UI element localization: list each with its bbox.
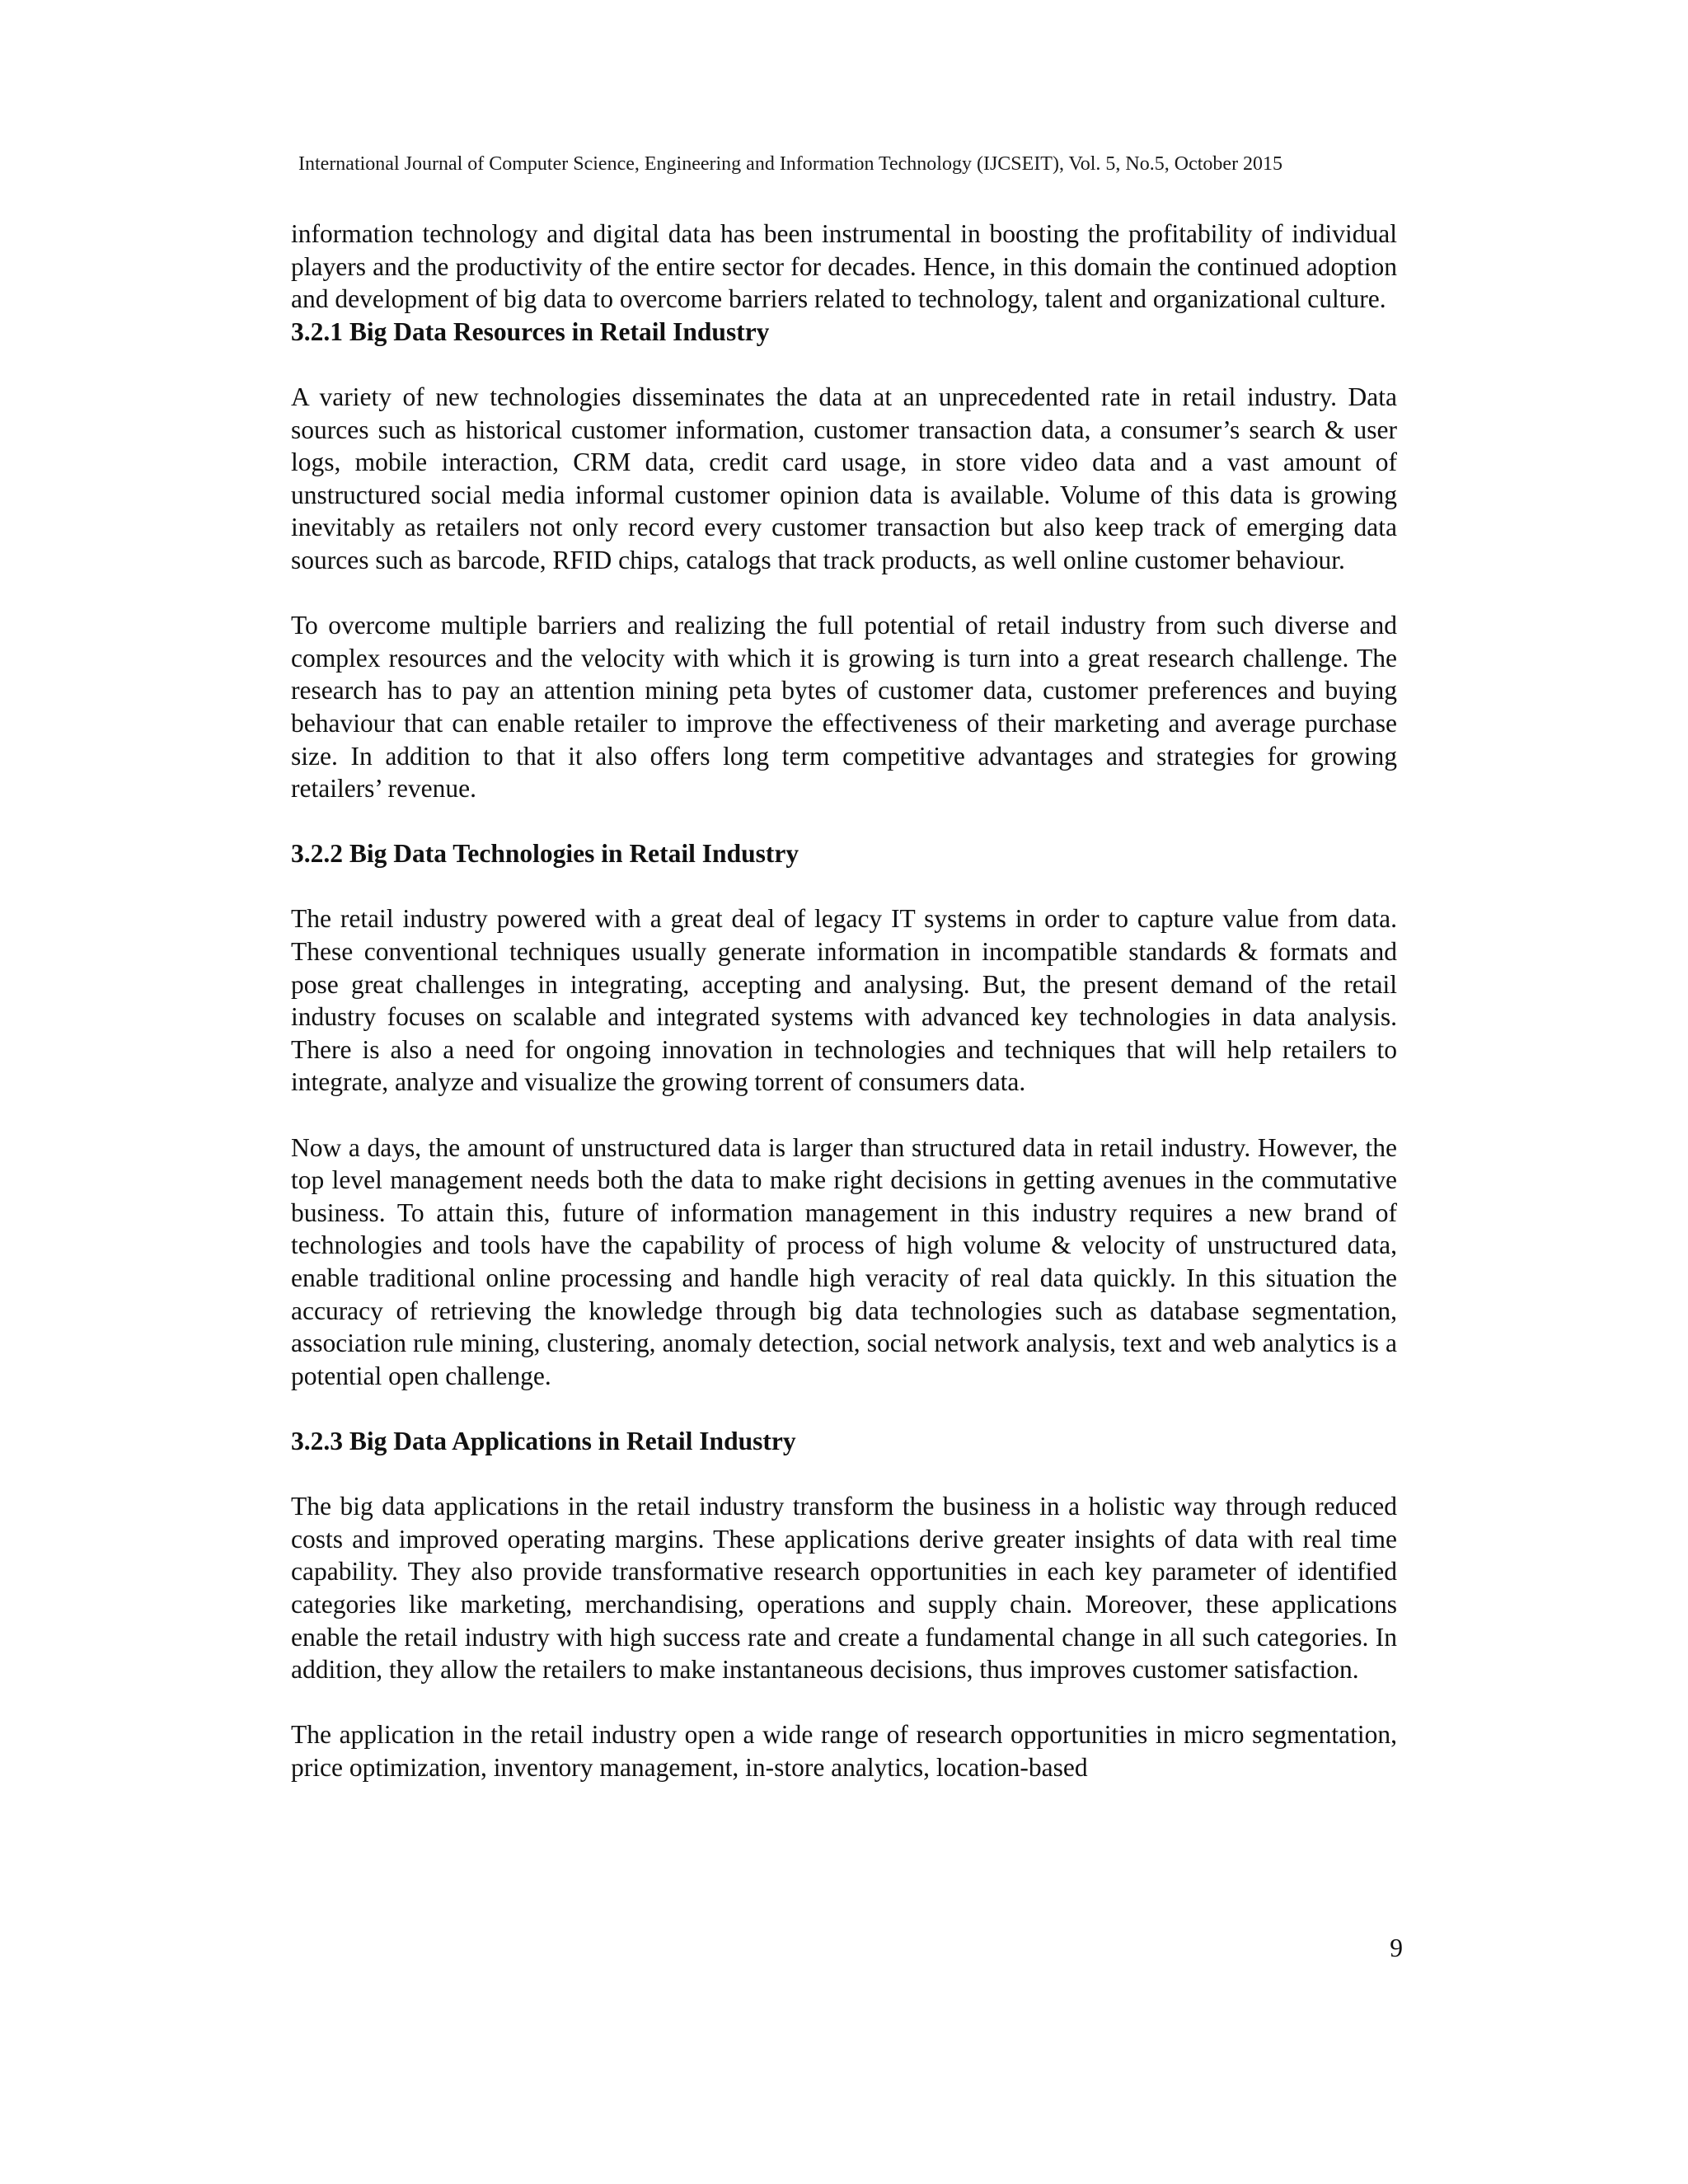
section-3-2-2-paragraph-2: Now a days, the amount of unstructured data is larger than structured data in retail industry. However, the top level management needs both the data to make right decisions in getting avenues in the commutative business. To attain this, future of information management in this industry requires a new brand of technologies and tools have the capability of process of high volume & velocity of unstructured data, enable traditional online processing and handle high veracity of real data quickly. In this situation the accuracy of retrieving the knowledge through big data technologies such as database segmentation, association rule mining, clustering, anomaly detection, social network analysis, text and web analytics is a potential open challenge. (291, 1132, 1397, 1390)
running-header: International Journal of Computer Science, Engineering and Information Technology (IJCSEIT), Vol. 5, No.5, October 2015 (298, 153, 1283, 175)
section-heading-3-2-2: 3.2.2 Big Data Technologies in Retail Industry (291, 839, 799, 869)
section-heading-3-2-1: 3.2.1 Big Data Resources in Retail Industry (291, 316, 770, 346)
section-heading-3-2-3: 3.2.3 Big Data Applications in Retail Industry (291, 1426, 796, 1455)
intro-paragraph: information technology and digital data has been instrumental in boosting the profitability of individual players and the productivity of the entire sector for decades. Hence, in this domain the continued adoption and development of big data to overcome barriers related to technology, talent and organizational culture. (291, 219, 1397, 314)
page-number: 9 (1390, 1933, 1403, 1962)
section-3-2-1-paragraph-1: A variety of new technologies disseminates the data at an unprecedented rate in retail industry. Data sources such as historical customer information, customer transaction data, a consumer’s search & user logs, mobile interaction, CRM data, credit card usage, in store video data and a vast amount of unstructured social media informal customer opinion data is available. Volume of this data is growing inevitably as retailers not only record every customer transaction but also keep track of emerging data sources such as barcode, RFID chips, catalogs that track products, as well online customer behaviour. (291, 382, 1397, 574)
section-3-2-2-paragraph-1: The retail industry powered with a great deal of legacy IT systems in order to capture value from data. These conventional techniques usually generate information in incompatible standards & formats and pose great challenges in integrating, accepting and analysing. But, the present demand of the retail industry focuses on scalable and integrated systems with advanced key technologies in data analysis. There is also a need for ongoing innovation in technologies and techniques that will help retailers to integrate, analyze and visualize the growing torrent of consumers data. (291, 904, 1397, 1097)
article-body (291, 218, 1397, 1784)
section-3-2-1-paragraph-2: To overcome multiple barriers and realizing the full potential of retail industry from such diverse and complex resources and the velocity with which it is growing is turn into a great research challenge. The research has to pay an attention mining peta bytes of customer data, customer preferences and buying behaviour that can enable retailer to improve the effectiveness of their marketing and average purchase size. In addition to that it also offers long term competitive advantages and strategies for growing retailers’ revenue. (291, 611, 1397, 804)
section-3-2-3-paragraph-1: The big data applications in the retail industry transform the business in a holistic way through reduced costs and improved operating margins. These applications derive greater insights of data with real time capability. They also provide transformative research opportunities in each key parameter of identified categories like marketing, merchandising, operations and supply chain. Moreover, these applications enable the retail industry with high success rate and create a fundamental change in all such categories. In addition, they allow the retailers to make instantaneous decisions, thus improves customer satisfaction. (291, 1492, 1397, 1685)
section-3-2-3-paragraph-2: The application in the retail industry open a wide range of research opportunities in micro segmentation, price optimization, inventory management, in-store analytics, location-based (291, 1720, 1397, 1782)
